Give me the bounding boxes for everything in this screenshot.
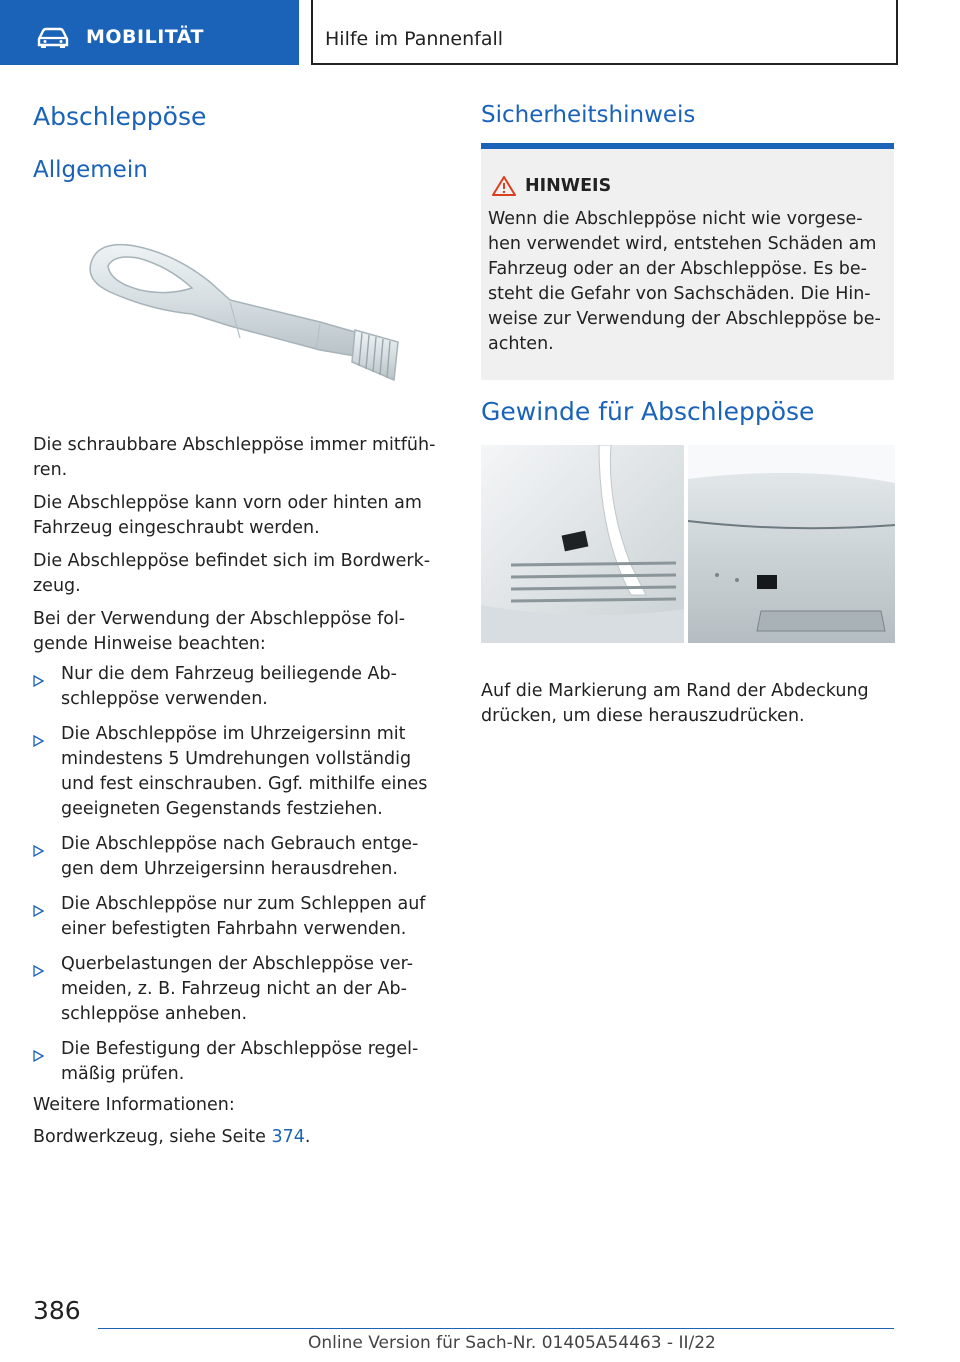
list-item-text: Querbelastungen der Abschleppöse ver-meiden, z. B. Fahrzeug nicht an der Ab-schleppöse anheben. xyxy=(61,954,414,1024)
page-number: 386 xyxy=(33,1296,81,1325)
list-item-text: Die Abschleppöse nach Gebrauch entge-gen dem Uhrzeigersinn herausdrehen. xyxy=(61,834,419,879)
triangle-bullet-icon xyxy=(33,730,44,755)
list-item xyxy=(33,722,443,822)
tow-hook-image xyxy=(80,230,410,395)
list-item xyxy=(33,952,443,1027)
reference-suffix: . xyxy=(304,1127,311,1147)
cross-reference xyxy=(33,1125,443,1150)
warning-icon xyxy=(491,175,517,201)
reference-text: Bordwerkzeug, siehe Seite xyxy=(33,1127,272,1147)
paragraph: Die Abschleppöse befindet sich im Bordwerk-zeug. xyxy=(33,551,431,596)
paragraph: Die Abschleppöse kann vorn oder hinten am Fahrzeug eingeschraubt werden. xyxy=(33,493,422,538)
list-item-text: Die Abschleppöse nur zum Schleppen auf einer befestigten Fahrbahn verwenden. xyxy=(61,894,426,939)
list-item xyxy=(33,662,443,712)
footer-text: Online Version für Sach-Nr. 01405A54463 - II/22 xyxy=(308,1333,716,1353)
notice-box xyxy=(481,143,894,380)
list-item xyxy=(33,832,443,882)
car-icon xyxy=(36,27,70,53)
triangle-bullet-icon xyxy=(33,840,44,865)
notice-body: Wenn die Abschleppöse nicht wie vorgese-hen verwendet wird, entstehen Schäden am Fahrzeug oder an der Abschleppöse. Es be-steht die Gefahr von Sachschäden. Die Hin-weise zur Verwendung der Abschleppöse be-achten. xyxy=(488,209,881,354)
section-heading: Sicherheitshinweis xyxy=(481,102,696,128)
section-title: MOBILITÄT xyxy=(86,26,204,48)
breadcrumb xyxy=(311,0,898,65)
triangle-bullet-icon xyxy=(33,900,44,925)
more-info-label: Weitere Informationen: xyxy=(33,1095,235,1115)
list-item-text: Die Befestigung der Abschleppöse regel-mäßig prüfen. xyxy=(61,1039,419,1084)
notice-title: HINWEIS xyxy=(525,176,612,196)
bumper-photo xyxy=(481,445,895,643)
triangle-bullet-icon xyxy=(33,1045,44,1070)
section-heading: Gewinde für Abschleppöse xyxy=(481,397,815,426)
list-item xyxy=(33,892,443,942)
paragraph: Auf die Markierung am Rand der Abdeckung drücken, um diese herauszudrücken. xyxy=(481,681,869,726)
list-item-text: Nur die dem Fahrzeug beiliegende Ab-schleppöse verwenden. xyxy=(61,664,397,709)
breadcrumb-label: Hilfe im Pannenfall xyxy=(325,28,504,50)
page-title: Abschleppöse xyxy=(33,102,207,131)
subheading: Allgemein xyxy=(33,157,148,183)
list-item-text: Die Abschleppöse im Uhrzeigersinn mit mindestens 5 Umdrehungen vollständig und fest einschrauben. Ggf. mithilfe eines geeigneten Gegenstands festziehen. xyxy=(61,724,428,819)
list-item xyxy=(33,1037,443,1087)
triangle-bullet-icon xyxy=(33,670,44,695)
page-link[interactable]: 374 xyxy=(271,1127,305,1147)
section-tab xyxy=(0,0,299,65)
paragraph: Die schraubbare Abschleppöse immer mitfüh-ren. xyxy=(33,435,436,480)
instruction-list xyxy=(33,662,443,1097)
triangle-bullet-icon xyxy=(33,960,44,985)
footer-divider xyxy=(98,1328,894,1329)
paragraph: Bei der Verwendung der Abschleppöse fol-gende Hinweise beachten: xyxy=(33,609,406,654)
